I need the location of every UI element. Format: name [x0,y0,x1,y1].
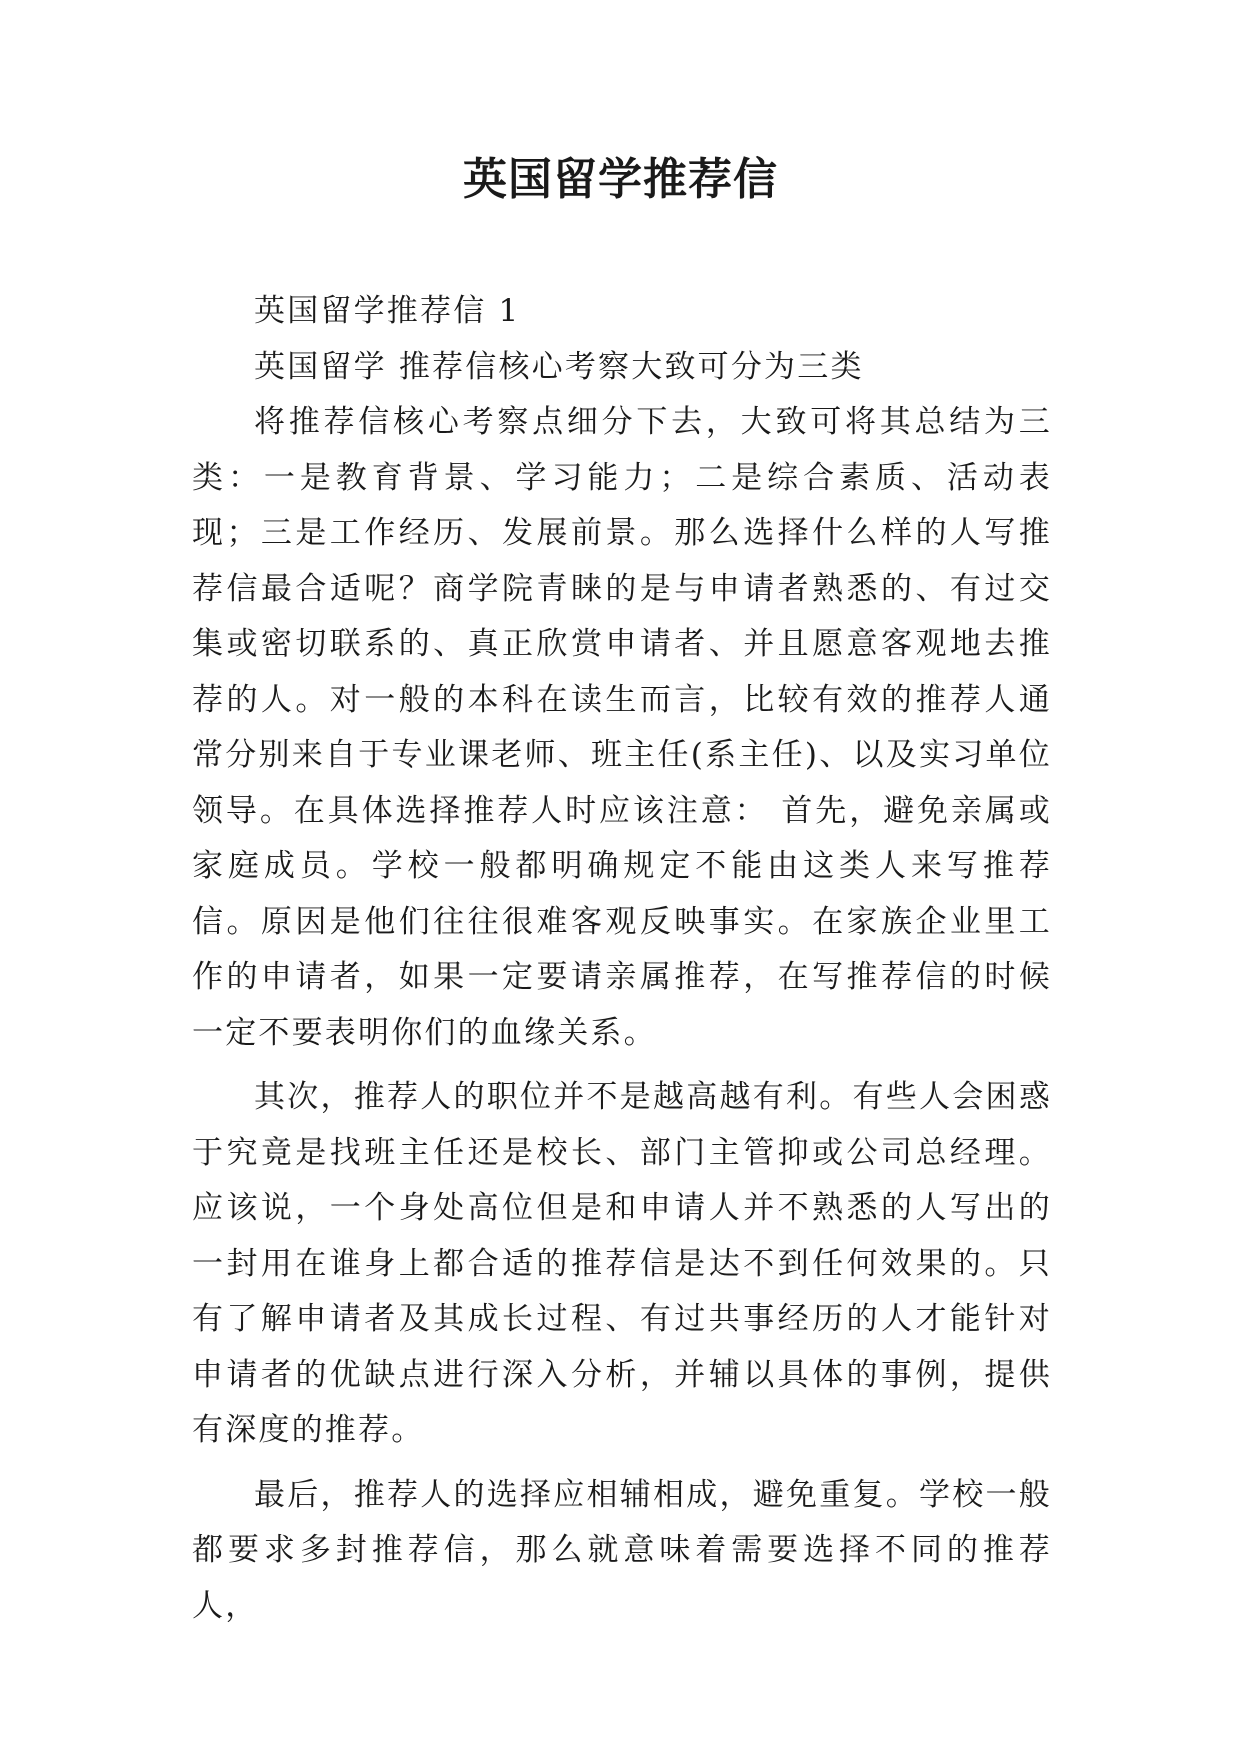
body-paragraph: 其次，推荐人的职位并不是越高越有利。有些人会困惑于究竟是找班主任还是校长、部门主管抑或公司总经理。应该说，一个身处高位但是和申请人并不熟悉的人写出的一封用在谁身上都合适的推荐信是达不到任何效果的。只有了解申请者及其成长过程、有过共事经历的人才能针对申请者的优缺点进行深入分析，并辅以具体的事例，提供有深度的推荐。 [192,1079,1052,1448]
subtitle-paragraph: 英国留学推荐信 1 [254,293,521,329]
document-title: 英国留学推荐信 [463,154,778,205]
body-paragraph: 将推荐信核心考察点细分下去，大致可将其总结为三类：一是教育背景、学习能力；二是综合素质、活动表现；三是工作经历、发展前景。那么选择什么样的人写推荐信最合适呢？商学院青睐的是与申请者熟悉的、有过交集或密切联系的、真正欣赏申请者、并且愿意客观地去推荐的人。对一般的本科在读生而言，比较有效的推荐人通常分别来自于专业课老师、班主任(系主任)、以及实习单位领导。在具体选择推荐人时应该注意： 首先，避免亲属或家庭成员。学校一般都明确规定不能由这类人来写推荐信。原因是他们往往很难客观反映事实。在家族企业里工作的申请者，如果一定要请亲属推荐，在写推荐信的时候一定不要表明你们的血缘关系。 [192,404,1052,1051]
document-body [192,284,1052,1634]
section-heading-paragraph: 英国留学 推荐信核心考察大致可分为三类 [254,348,864,385]
body-paragraph: 最后，推荐人的选择应相辅相成，避免重复。学校一般都要求多封推荐信，那么就意味着需要选择不同的推荐人， [192,1476,1052,1624]
